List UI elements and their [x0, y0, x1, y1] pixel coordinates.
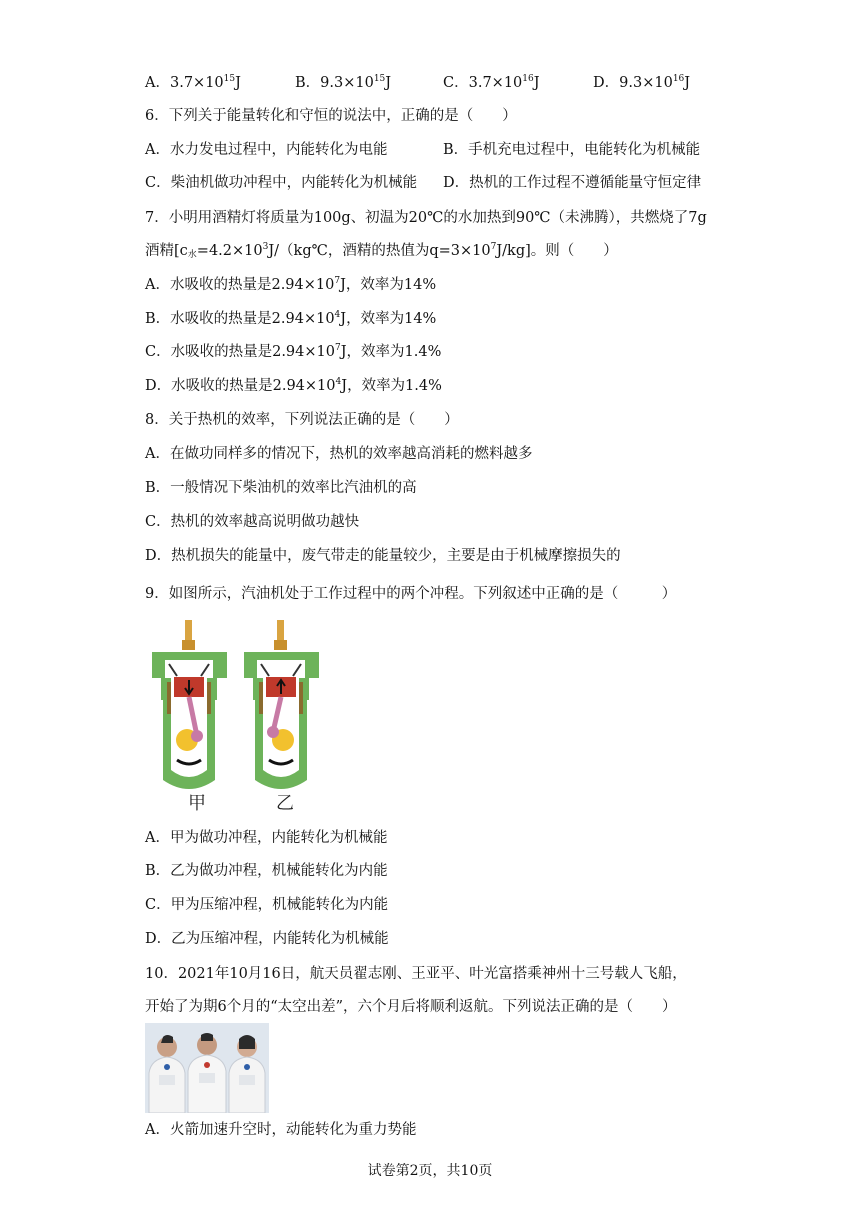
q6-option-a[interactable]: A．水力发电过程中，内能转化为电能 [145, 142, 388, 158]
text: B．水吸收的热量是2.94×10 [145, 311, 335, 327]
q10-stem-line2: 开始了为期6个月的“太空出差”，六个月后将顺利返航。下列说法正确的是（ ） [145, 999, 677, 1015]
unit: J [235, 75, 241, 91]
text: J，效率为14% [340, 311, 437, 327]
q9-stem: 9．如图所示，汽油机处于工作过程中的两个冲程。下列叙述中正确的是（ ） [145, 586, 677, 602]
option-value: 9.3×10 [619, 75, 673, 91]
exponent: 3 [262, 242, 269, 252]
exponent: 4 [335, 377, 342, 387]
option-value: 3.7×10 [468, 75, 523, 91]
engine-jia [152, 620, 227, 789]
option-value: 3.7×10 [169, 75, 224, 91]
q8-option-c[interactable]: C．热机的效率越高说明做功越快 [145, 514, 360, 530]
text: D．水吸收的热量是2.94×10 [145, 378, 336, 394]
spark-plug [277, 620, 284, 642]
q5-option-b[interactable] [295, 73, 391, 93]
q8-option-b[interactable]: B．一般情况下柴油机的效率比汽油机的高 [145, 480, 417, 496]
q9-option-b[interactable]: B．乙为做功冲程，机械能转化为内能 [145, 863, 388, 879]
q7-option-c[interactable] [145, 342, 441, 362]
engine-yi [244, 620, 319, 789]
q6-option-d[interactable]: D．热机的工作过程不遵循能量守恒定律 [443, 175, 702, 191]
unit: J [385, 75, 392, 91]
exponent: 7 [334, 343, 341, 353]
option-label: C． [443, 75, 469, 91]
subscript: 水 [187, 250, 197, 260]
exponent: 15 [223, 74, 236, 84]
text: A．水吸收的热量是2.94×10 [145, 277, 335, 293]
label-jia: 甲 [188, 793, 206, 812]
page-footer: 试卷第2页，共10页 [367, 1163, 493, 1179]
q5-option-c[interactable] [443, 73, 540, 93]
exponent: 15 [373, 74, 386, 84]
text: =4.2×10 [196, 243, 263, 259]
engine-strokes-figure [147, 620, 337, 812]
q7-option-d[interactable] [145, 376, 442, 396]
option-label: D． [593, 75, 620, 91]
q9-option-a[interactable]: A．甲为做功冲程，内能转化为机械能 [145, 830, 388, 846]
q10-stem-line1: 10．2021年10月16日，航天员翟志刚、王亚平、叶光富搭乘神州十三号载人飞船， [145, 966, 687, 982]
q6-stem: 6．下列关于能量转化和守恒的说法中，正确的是（ ） [145, 108, 517, 124]
text: J，效率为14% [340, 277, 437, 293]
spark-plug [185, 620, 192, 642]
exponent: 4 [334, 310, 341, 320]
option-label: B． [295, 75, 321, 91]
q7-stem-line1: 7．小明用酒精灯将质量为100g、初温为20℃的水加热到90℃（未沸腾），共燃烧了7g [145, 210, 707, 226]
q7-option-b[interactable] [145, 309, 436, 329]
q6-option-b[interactable]: B．手机充电过程中，电能转化为机械能 [443, 142, 701, 158]
q9-option-d[interactable]: D．乙为压缩冲程，内能转化为机械能 [145, 931, 389, 947]
q5-option-d[interactable] [593, 73, 690, 93]
q7-option-a[interactable] [145, 275, 436, 295]
label-yi: 乙 [276, 793, 294, 812]
exponent: 7 [490, 242, 497, 252]
text: J，效率为1.4% [341, 378, 442, 394]
q7-stem-line2 [145, 241, 618, 261]
exponent: 16 [672, 74, 685, 84]
text: C．水吸收的热量是2.94×10 [145, 344, 335, 360]
text: J/（kg℃，酒精的热值为q=3×10 [268, 243, 491, 259]
exponent: 16 [522, 74, 534, 84]
text: J，效率为1.4% [340, 344, 442, 360]
astronauts-photo [145, 1023, 269, 1113]
unit: J [684, 75, 691, 91]
option-label: A． [145, 75, 170, 91]
exponent: 7 [334, 276, 341, 286]
q10-option-a[interactable]: A．火箭加速升空时，动能转化为重力势能 [145, 1122, 417, 1138]
text: 酒精[c [145, 243, 188, 259]
q6-option-c[interactable]: C．柴油机做功冲程中，内能转化为机械能 [145, 175, 418, 191]
unit: J [533, 75, 540, 91]
text: J/kg]。则（ ） [496, 243, 618, 259]
q5-option-a[interactable] [145, 73, 241, 93]
option-value: 9.3×10 [320, 75, 374, 91]
q8-stem: 8．关于热机的效率，下列说法正确的是（ ） [145, 412, 459, 428]
q8-option-a[interactable]: A．在做功同样多的情况下，热机的效率越高消耗的燃料越多 [145, 446, 533, 462]
q8-option-d[interactable]: D．热机损失的能量中，废气带走的能量较少，主要是由于机械摩擦损失的 [145, 548, 621, 564]
q9-option-c[interactable]: C．甲为压缩冲程，机械能转化为内能 [145, 897, 389, 913]
